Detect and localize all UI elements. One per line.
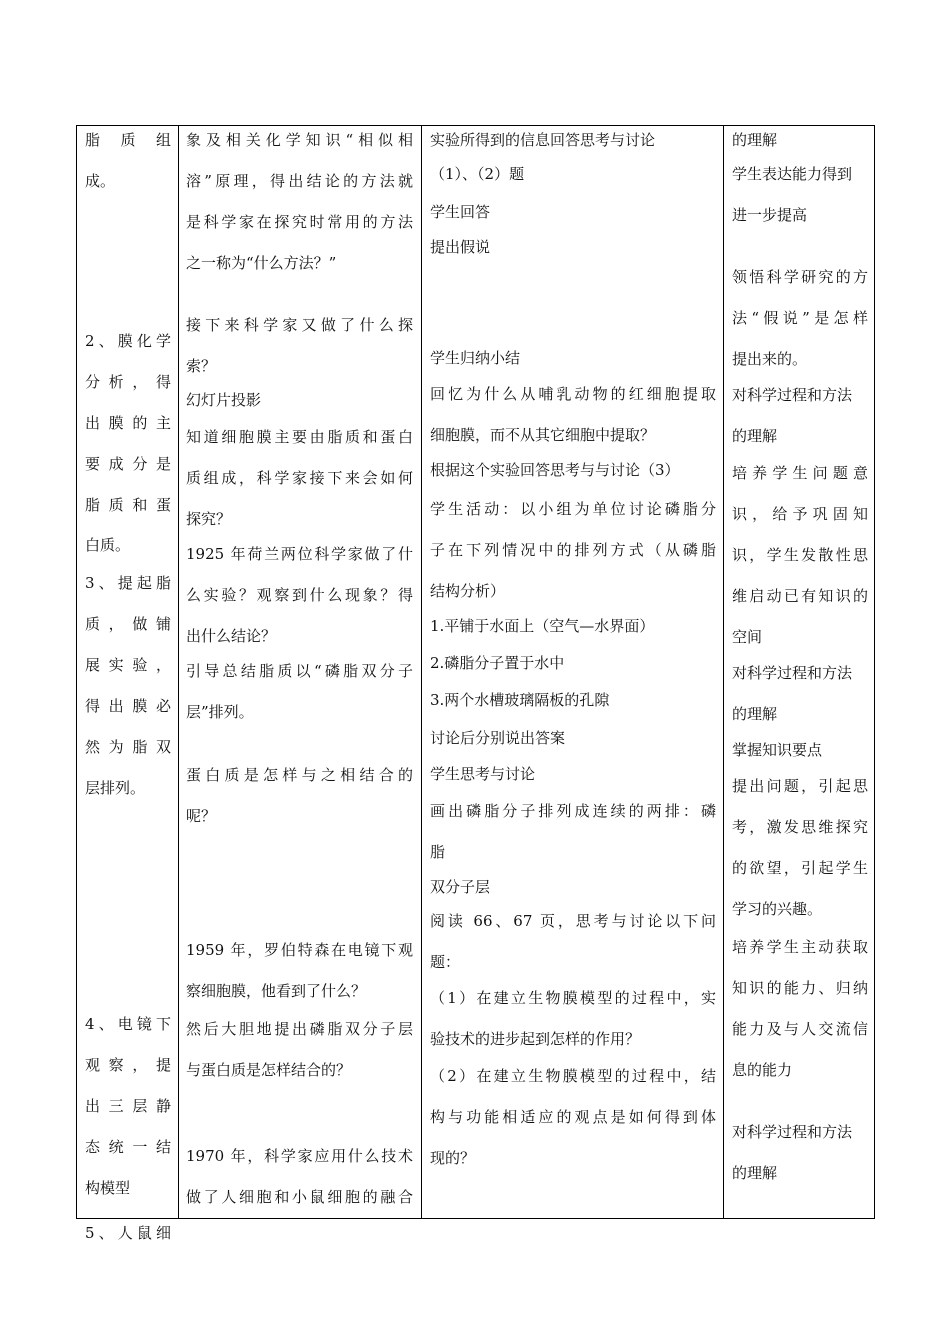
text-line: （1）、（2）题 <box>430 165 525 183</box>
text-line: 实验所得到的信息回答思考与讨论 <box>430 131 656 149</box>
text-line: 然 为 脂 双 <box>85 738 171 756</box>
content-column <box>85 126 171 1242</box>
text-line: 法“假说”是怎样 <box>732 309 868 327</box>
text-line: 质组成，科学家接下来会如何 <box>186 469 413 487</box>
text-line: 结构分析） <box>430 582 506 600</box>
text-line: 学生表达能力得到 <box>732 165 853 183</box>
text-line: 1959 年，罗伯特森在电镜下观 <box>186 941 413 959</box>
text-line: 提出来的。 <box>732 350 808 368</box>
text-line: 象及相关化学知识“相似相 <box>186 131 413 149</box>
text-line: 知道细胞膜主要由脂质和蛋白 <box>186 428 413 446</box>
text-line: 空间 <box>732 628 763 646</box>
text-line: 提出假说 <box>430 238 491 256</box>
text-line: 脂 <box>430 843 446 861</box>
text-line: 对科学过程和方法 <box>732 386 853 404</box>
text-line: 是科学家在探究时常用的方法 <box>186 213 413 231</box>
text-line: 3、提起脂 <box>85 574 171 592</box>
text-line: 接下来科学家又做了什么探 <box>186 316 413 334</box>
text-line: 掌握知识要点 <box>732 741 823 759</box>
text-line: 之一称为“什么方法？” <box>186 254 337 272</box>
text-line: 引导总结脂质以“磷脂双分子 <box>186 662 413 680</box>
text-line: 2、膜化学 <box>85 332 171 350</box>
text-line: 的理解 <box>732 705 778 723</box>
text-line: 2.磷脂分子置于水中 <box>430 654 565 672</box>
text-line: 学习的兴趣。 <box>732 900 823 918</box>
text-line: 5、人鼠细 <box>85 1224 171 1242</box>
text-line: 么实验？观察到什么现象？得 <box>186 586 413 604</box>
text-line: 脂 质 和 蛋 <box>85 496 171 514</box>
text-line: 脂 质 组 <box>85 131 171 149</box>
text-line: 学生活动：以小组为单位讨论磷脂分 <box>430 500 716 518</box>
text-line: 得 出 膜 必 <box>85 697 171 715</box>
text-line: 溶”原理，得出结论的方法就 <box>186 172 413 190</box>
text-line: 观 察 ， 提 <box>85 1056 171 1074</box>
text-line: 蛋白质是怎样与之相结合的 <box>186 766 413 784</box>
text-line: 察细胞膜，他看到了什么？ <box>186 982 367 1000</box>
text-line: （2）在建立生物膜模型的过程中，结 <box>430 1067 716 1085</box>
text-line: 双分子层 <box>430 878 491 896</box>
text-line: 1970 年，科学家应用什么技术 <box>186 1147 413 1165</box>
text-line: 3.两个水槽玻璃隔板的孔隙 <box>430 691 610 709</box>
text-line: 层”排列。 <box>186 703 254 721</box>
text-line: （1）在建立生物膜模型的过程中，实 <box>430 989 716 1007</box>
column-divider <box>421 126 422 1218</box>
text-line: 考，激发思维探究 <box>732 818 868 836</box>
text-line: 出 膜 的 主 <box>85 414 171 432</box>
text-line: 出 三 层 静 <box>85 1097 171 1115</box>
text-line: 幻灯片投影 <box>186 391 262 409</box>
text-line: 细胞膜，而不从其它细胞中提取？ <box>430 426 656 444</box>
text-line: 子在下列情况中的排列方式（从磷脂 <box>430 541 716 559</box>
text-line: 的理解 <box>732 131 778 149</box>
text-line: 的理解 <box>732 427 778 445</box>
column-divider <box>723 126 724 1218</box>
text-line: 验技术的进步起到怎样的作用？ <box>430 1030 641 1048</box>
column-divider <box>178 126 179 1218</box>
text-line: 构模型 <box>85 1179 131 1197</box>
text-line: 息的能力 <box>732 1061 793 1079</box>
text-line: 学生思考与讨论 <box>430 765 536 783</box>
text-line: 能力及与人交流信 <box>732 1020 868 1038</box>
text-line: 对科学过程和方法 <box>732 664 853 682</box>
text-line: 识，学生发散性思 <box>732 546 868 564</box>
text-line: 然后大胆地提出磷脂双分子层 <box>186 1020 413 1038</box>
text-line: 领悟科学研究的方 <box>732 268 868 286</box>
text-line: 回忆为什么从哺乳动物的红细胞提取 <box>430 385 716 403</box>
student-activity-column <box>430 126 716 1218</box>
teacher-activity-column <box>186 126 413 1218</box>
text-line: 提出问题，引起思 <box>732 777 868 795</box>
text-line: 呢？ <box>186 807 217 825</box>
text-line: 识，给予巩固知 <box>732 505 868 523</box>
text-line: 维启动已有知识的 <box>732 587 868 605</box>
text-line: 进一步提高 <box>732 206 808 224</box>
text-line: 出什么结论？ <box>186 627 277 645</box>
text-line: 层排列。 <box>85 779 146 797</box>
text-line: 题： <box>430 953 461 971</box>
text-line: 1925 年荷兰两位科学家做了什 <box>186 545 413 563</box>
text-line: 知识的能力、归纳 <box>732 979 868 997</box>
text-line: 展 实 验 ， <box>85 656 171 674</box>
text-line: 现的？ <box>430 1149 476 1167</box>
text-line: 讨论后分别说出答案 <box>430 729 566 747</box>
design-intent-column <box>732 126 868 1218</box>
text-line: 探究？ <box>186 510 232 528</box>
text-line: 态 统 一 结 <box>85 1138 171 1156</box>
text-line: 构与功能相适应的观点是如何得到体 <box>430 1108 716 1126</box>
text-line: 培养学生问题意 <box>732 464 868 482</box>
text-line: 成。 <box>85 172 116 190</box>
text-line: 的理解 <box>732 1164 778 1182</box>
text-line: 索？ <box>186 357 217 375</box>
text-line: 1.平铺于水面上（空气—水界面） <box>430 617 655 635</box>
text-line: 对科学过程和方法 <box>732 1123 853 1141</box>
text-line: 要 成 分 是 <box>85 455 171 473</box>
text-line: 学生回答 <box>430 203 491 221</box>
text-line: 白质。 <box>85 536 131 554</box>
text-line: 做了人细胞和小鼠细胞的融合 <box>186 1188 413 1206</box>
text-line: 质 ， 做 铺 <box>85 615 171 633</box>
lesson-plan-table <box>76 125 875 1242</box>
text-line: 4、电镜下 <box>85 1015 171 1033</box>
text-line: 的欲望，引起学生 <box>732 859 868 877</box>
text-line: 阅读 66、67 页，思考与讨论以下问 <box>430 912 716 930</box>
text-line: 根据这个实验回答思考与与讨论（3） <box>430 461 680 479</box>
text-line: 画出磷脂分子排列成连续的两排：磷 <box>430 802 716 820</box>
text-line: 学生归纳小结 <box>430 349 521 367</box>
text-line: 与蛋白质是怎样结合的？ <box>186 1061 352 1079</box>
text-line: 培养学生主动获取 <box>732 938 868 956</box>
text-line: 分 析 ， 得 <box>85 373 171 391</box>
